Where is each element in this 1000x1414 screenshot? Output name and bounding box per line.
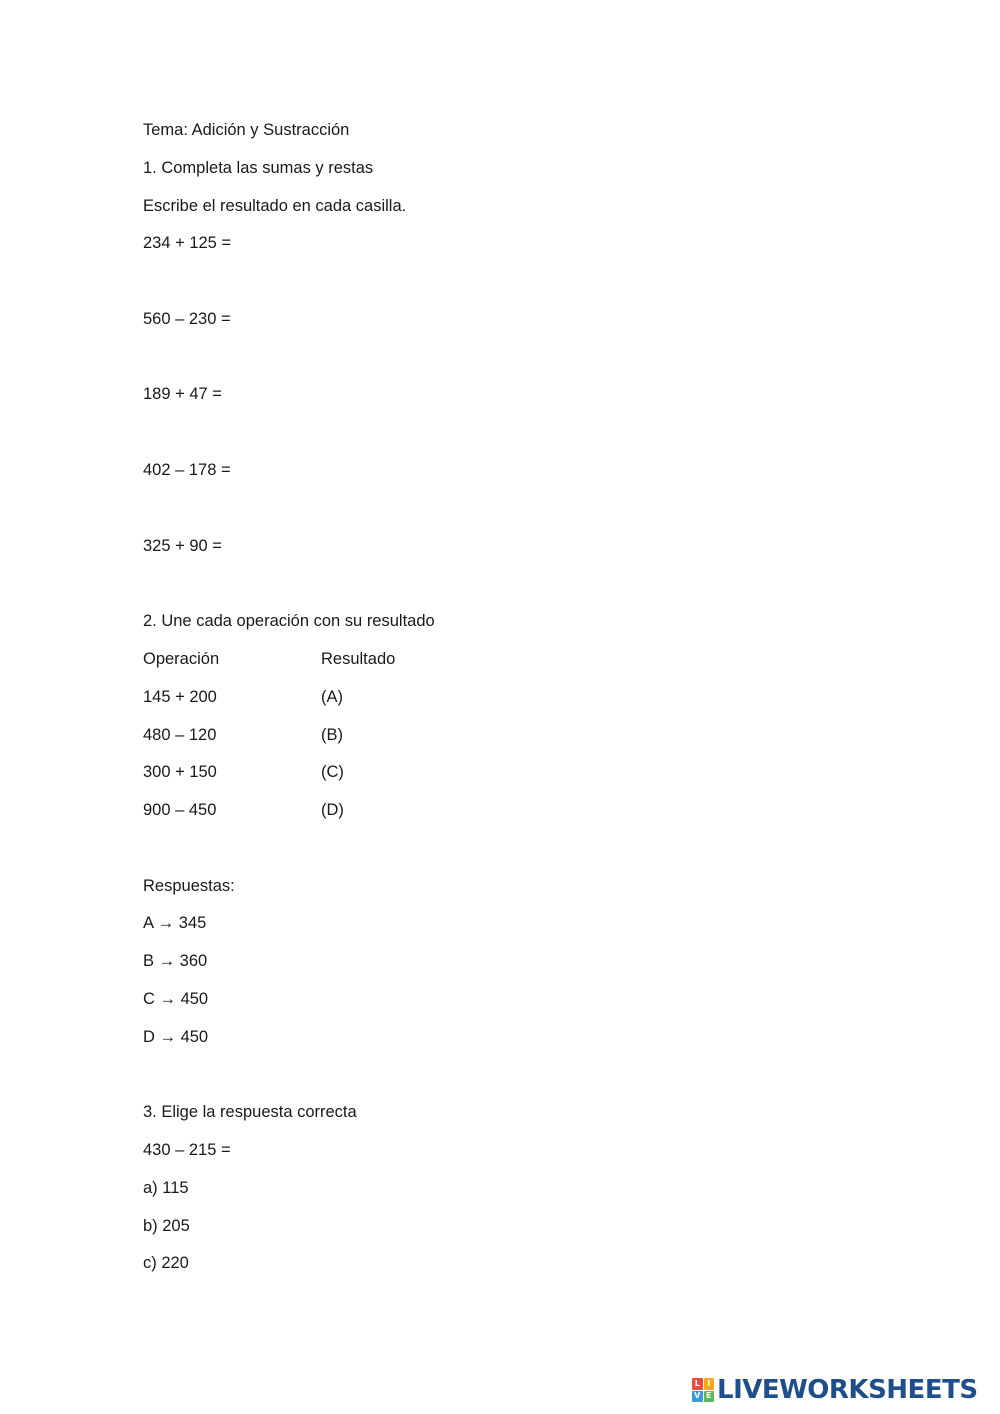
logo-letter-i: I (704, 1378, 715, 1390)
match-operation: 145 + 200 (143, 688, 217, 706)
section3-heading: 3. Elige la respuesta correcta (143, 1103, 357, 1121)
problem-5-text: 325 + 90 = (143, 537, 222, 555)
choice-option-a[interactable]: a) 115 (143, 1179, 189, 1197)
problem-4-answer-box[interactable] (241, 462, 331, 480)
choice-option-b[interactable]: b) 205 (143, 1217, 190, 1235)
problem-2-answer-box[interactable] (241, 311, 331, 329)
match-row[interactable] (143, 725, 343, 745)
problem-4 (143, 460, 331, 480)
topic-title: Tema: Adición y Sustracción (143, 121, 350, 139)
section1-heading: 1. Completa las sumas y restas (143, 159, 374, 177)
match-result[interactable]: (B) (321, 726, 343, 744)
live-logo-icon (692, 1378, 714, 1402)
problem-1-answer-box[interactable] (242, 235, 332, 253)
match-operation: 480 – 120 (143, 726, 217, 744)
logo-letter-e: E (704, 1391, 715, 1403)
section1-instruction: Escribe el resultado en cada casilla. (143, 197, 407, 215)
problem-3-answer-box[interactable] (233, 386, 323, 404)
problem-2-text: 560 – 230 = (143, 310, 231, 328)
logo-letter-l: L (692, 1378, 703, 1390)
answer-item: D → 450 (143, 1028, 209, 1046)
worksheet-page (143, 0, 923, 1414)
choice-option-c[interactable]: c) 220 (143, 1254, 189, 1272)
problem-1 (143, 233, 332, 253)
answer-item: B → 360 (143, 952, 208, 970)
problem-5-answer-box[interactable] (233, 538, 323, 556)
problem-5 (143, 536, 323, 556)
problem-4-text: 402 – 178 = (143, 461, 231, 479)
answer-item: A → 345 (143, 914, 207, 932)
answer-item: C → 450 (143, 990, 209, 1008)
problem-3 (143, 384, 323, 404)
col-result-header: Resultado (321, 650, 396, 668)
problem-1-text: 234 + 125 = (143, 234, 232, 252)
match-result[interactable]: (D) (321, 801, 344, 819)
match-operation: 300 + 150 (143, 763, 217, 781)
match-result[interactable]: (A) (321, 688, 343, 706)
liveworksheets-logo (692, 1375, 978, 1405)
match-row[interactable] (143, 800, 344, 820)
logo-wordmark: LIVEWORKSHEETS (717, 1375, 978, 1405)
match-row[interactable] (143, 762, 344, 782)
match-row[interactable] (143, 687, 343, 707)
match-result[interactable]: (C) (321, 763, 344, 781)
problem-3-text: 189 + 47 = (143, 385, 222, 403)
problem-2 (143, 309, 331, 329)
section3-question: 430 – 215 = (143, 1141, 231, 1159)
section2-heading: 2. Une cada operación con su resultado (143, 612, 435, 630)
logo-letter-v: V (692, 1391, 703, 1403)
answers-label: Respuestas: (143, 877, 235, 895)
match-operation: 900 – 450 (143, 801, 217, 819)
match-table-header (143, 649, 396, 669)
col-operation-header: Operación (143, 650, 220, 668)
